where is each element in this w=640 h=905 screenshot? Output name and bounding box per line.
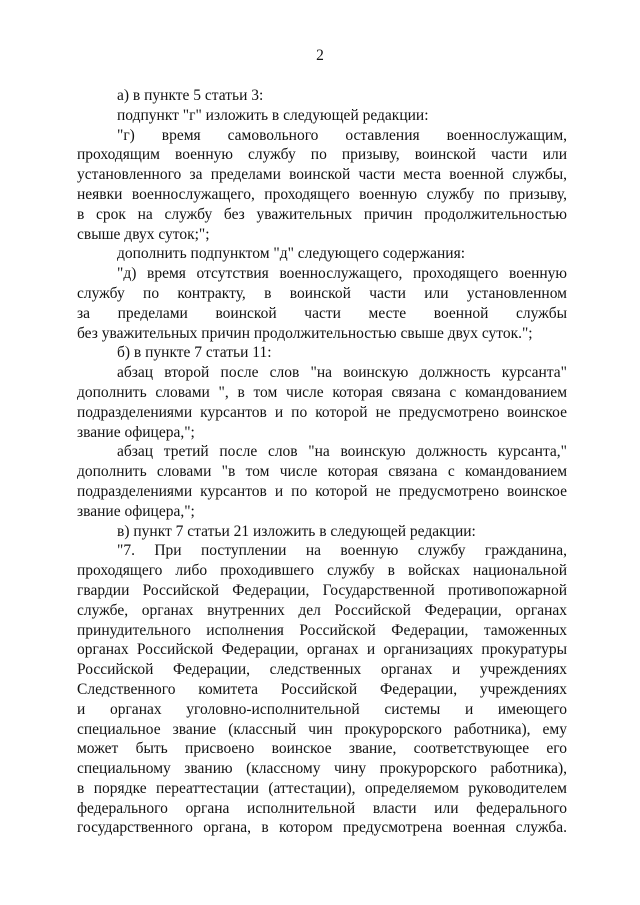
text-line: службу по контракту, в воинской части или установленном (77, 284, 567, 302)
text-line: проходящего либо проходившего службу в войсках национальной (77, 562, 567, 580)
text-line: звание офицера,"; (77, 502, 195, 520)
document-text (77, 86, 567, 838)
text-line: в порядке переаттестации (аттестации), определяемом руководителем (77, 779, 567, 797)
text-line: без уважительных причин продолжительностью свыше двух суток."; (77, 324, 533, 342)
text-line: за пределами воинской части месте военной службы (77, 304, 567, 322)
text-line: "г) время самовольного оставления военнослужащим, (117, 126, 567, 144)
text-line: неявки военнослужащего, проходящего военную службу по призыву, (77, 185, 567, 203)
text-line: службе, органах внутренних дел Российской Федерации, органах (77, 601, 567, 619)
page-number: 2 (316, 47, 324, 64)
text-line: абзац третий после слов "на воинскую должность курсанта," (117, 443, 567, 461)
text-line: Российской Федерации, следственных органах и учреждениях (77, 661, 567, 679)
text-line: "д) время отсутствия военнослужащего, проходящего военную (117, 265, 567, 283)
text-line: принудительного исполнения Российской Федерации, таможенных (77, 621, 567, 639)
text-line: установленного за пределами воинской части места военной службы, (77, 166, 567, 184)
text-line: "7. При поступлении на военную службу гражданина, (117, 542, 567, 560)
text-line: специальное звание (классный чин прокурорского работника), ему (77, 720, 567, 738)
text-line: Следственного комитета Российской Федерации, учреждениях (77, 680, 567, 698)
text-line: государственного органа, в котором предусмотрена военная служба. (77, 819, 567, 837)
text-line: федерального органа исполнительной власти или федерального (77, 799, 567, 817)
text-line: в) пункт 7 статьи 21 изложить в следующей редакции: (117, 522, 476, 540)
text-line: проходящим военную службу по призыву, воинской части или (77, 146, 567, 164)
text-line: дополнить словами ", в том числе которая связана с командованием (77, 383, 567, 401)
text-line: в срок на службу без уважительных причин продолжительностью (77, 205, 567, 223)
text-line: свыше двух суток;"; (77, 225, 210, 243)
text-line: дополнить подпунктом "д" следующего содержания: (117, 245, 466, 263)
text-line: подразделениями курсантов и по которой не предусмотрено воинское (77, 482, 567, 500)
text-line: гвардии Российской Федерации, Государственной противопожарной (77, 581, 567, 599)
text-line: б) в пункте 7 статьи 11: (117, 344, 272, 362)
text-line: органах Российской Федерации, органах и организациях прокуратуры (77, 641, 567, 659)
text-line: подразделениями курсантов и по которой не предусмотрено воинское (77, 403, 567, 421)
text-line: а) в пункте 5 статьи 3: (117, 87, 264, 104)
text-line: подпункт "г" изложить в следующей редакции: (117, 106, 429, 124)
text-line: дополнить словами "в том числе которая связана с командованием (77, 463, 567, 481)
text-line: может быть присвоено воинское звание, соответствующее его (77, 740, 567, 758)
text-line: абзац второй после слов "на воинскую должность курсанта" (117, 364, 567, 382)
text-line: и органах уголовно-исполнительной системы и имеющего (77, 700, 567, 718)
text-line: специальному званию (классному чину прокурорского работника), (77, 760, 567, 778)
text-line: звание офицера,"; (77, 423, 195, 441)
